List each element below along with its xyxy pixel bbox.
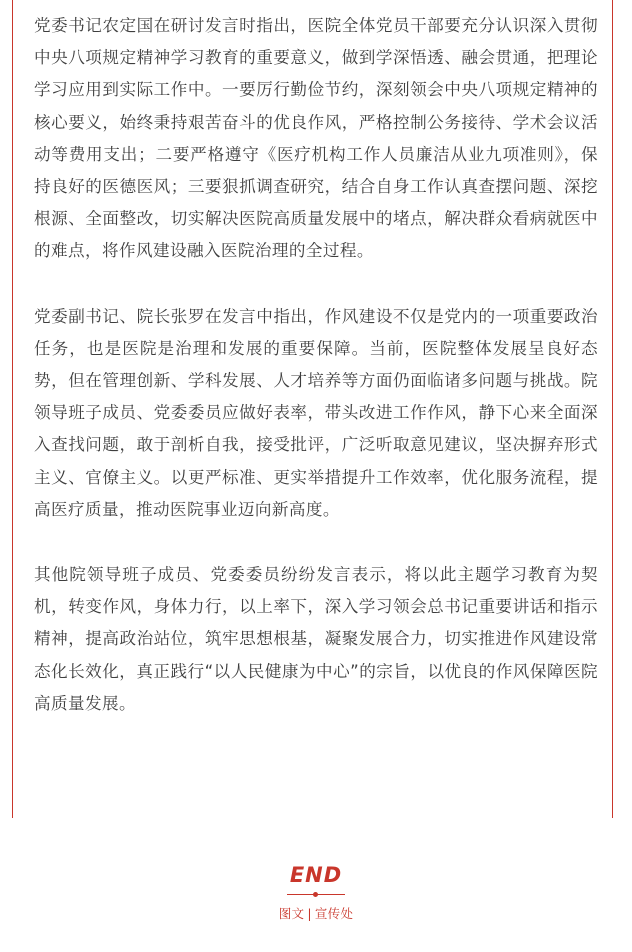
credit-line bbox=[0, 905, 632, 923]
divider-dot-icon bbox=[313, 892, 318, 897]
end-section bbox=[0, 862, 632, 923]
paragraph-2: 党委副书记、院长张罗在发言中指出，作风建设不仅是党内的一项重要政治任务，也是医院是治理和发展的重要保障。当前，医院整体发展呈良好态势，但在管理创新、学科发展、人才培养等方面仍面临诸多问题与挑战。院领导班子成员、党委委员应做好表率，带头改进工作作风，静下心来全面深入查找问题，敢于剖析自我，接受批评，广泛听取意见建议，坚决摒弃形式主义、官僚主义。以更严标准、更实举措提升工作效率，优化服务流程，提高医疗质量，推动医院事业迈向新高度。 bbox=[34, 306, 598, 519]
end-label: END bbox=[289, 863, 343, 887]
end-divider bbox=[287, 894, 345, 895]
paragraph-1: 党委书记农定国在研讨发言时指出，医院全体党员干部要充分认识深入贯彻中央八项规定精神学习教育的重要意义，做到学深悟透、融会贯通，把理论学习应用到实际工作中。一要厉行勤俭节约，深刻领会中央八项规定精神的核心要义，始终秉持艰苦奋斗的优良作风，严格控制公务接待、学术会议活动等费用支出；二要严格遵守《医疗机构工作人员廉洁从业九项准则》，保持良好的医德医风；三要狠抓调查研究，结合自身工作认真查摆问题、深挖根源、全面整改，切实解决医院高质量发展中的堵点，解决群众看病就医中的难点，将作风建设融入医院治理的全过程。 bbox=[34, 16, 598, 261]
article-body bbox=[34, 0, 598, 720]
credit-label: 图文 bbox=[278, 906, 305, 921]
paragraph-3: 其他院领导班子成员、党委委员纷纷发言表示，将以此主题学习教育为契机，转变作风，身体力行，以上率下，深入学习领会总书记重要讲话和指示精神，提高政治站位，筑牢思想根基，凝聚发展合力，切实推进作风建设常态化长效化，真正践行“以人民健康为中心”的宗旨，以优良的作风保障医院高质量发展。 bbox=[34, 565, 598, 713]
credit-department: 宣传处 bbox=[314, 906, 354, 921]
credit-separator: | bbox=[307, 906, 312, 921]
